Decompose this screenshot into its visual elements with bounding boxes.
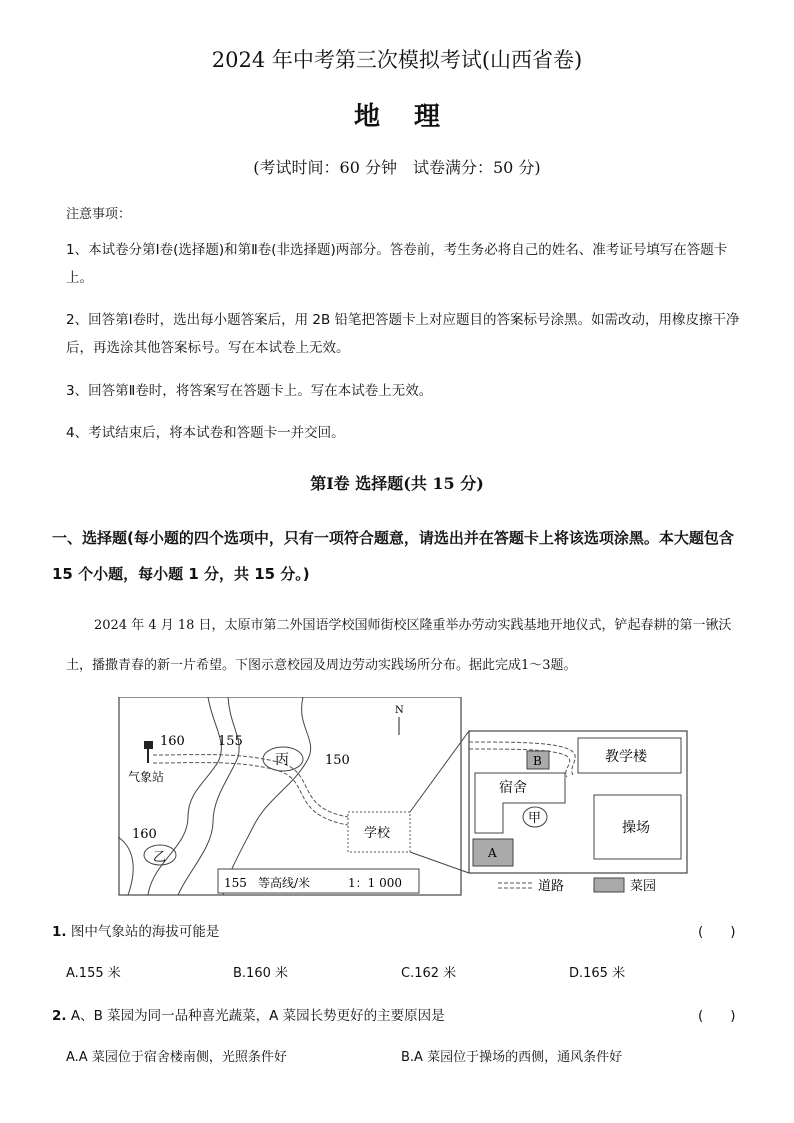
- question-2-option-b: B.A 菜园位于操场的西侧，通风条件好: [401, 1050, 623, 1065]
- question-1-number: 1.: [52, 924, 67, 940]
- part1-instruction: 一、选择题(每小题的四个选项中，只有一项符合题意，请选出并在答题卡上将该选项涂黑。本大题包含 15 个小题，每小题 1 分，共 15 分。): [52, 529, 734, 583]
- place-yi-label: 乙: [153, 850, 167, 865]
- garden-b-label: B: [533, 754, 542, 768]
- legend-contour-label: 等高线/米: [258, 876, 311, 890]
- legend-road-label: 道路: [538, 879, 565, 894]
- place-jia-label: 甲: [528, 811, 542, 826]
- note-item-4: 4、考试结束后，将本试卷和答题卡一并交回。: [66, 425, 345, 441]
- question-1-option-a: A.155 米: [66, 966, 121, 981]
- weather-station-label: 气象站: [128, 770, 165, 784]
- question-1: [52, 920, 219, 940]
- question-2-option-a: A.A 菜园位于宿舍楼南侧，光照条件好: [66, 1050, 287, 1065]
- note-item-2: 2、回答第Ⅰ卷时，选出每小题答案后，用 2B 铅笔把答题卡上对应题目的答案标号涂黑。如需改动，用橡皮擦干净后，再选涂其他答案标号。写在本试卷上无效。: [66, 312, 740, 356]
- playground-label: 操场: [622, 820, 650, 836]
- notes-heading: 注意事项：: [66, 207, 132, 222]
- question-1-option-d: D.165 米: [569, 966, 626, 981]
- intro-text-a: 2024 年 4 月 18 日，太原市第二外国语学校国师街校区隆重举办劳动实践基地开地仪式，铲起春耕的第一锹沃土，播撒青春的新一片希望。下图示意校园及周边劳动实践场所分布: [66, 618, 732, 673]
- contour-label-160-bottom: 160: [132, 827, 157, 842]
- note-item-3: 3、回答第Ⅱ卷时，将答案写在答题卡上。写在本试卷上无效。: [66, 383, 433, 399]
- question-2: [52, 1004, 445, 1024]
- legend-garden-label: 菜园: [630, 879, 657, 894]
- place-bing-label: 丙: [275, 752, 289, 768]
- teaching-building-label: 教学楼: [605, 749, 647, 765]
- question-1-stem: 图中气象站的海拔可能是: [70, 924, 220, 940]
- question-1-option-b: B.160 米: [233, 966, 288, 981]
- question-1-answer-paren: ( ): [698, 924, 736, 940]
- legend-garden-swatch: [594, 878, 624, 892]
- contour-label-150: 150: [325, 753, 350, 768]
- garden-a-label: A: [488, 846, 497, 860]
- contour-label-160-top: 160: [160, 734, 185, 749]
- question-1-option-c: C.162 米: [401, 966, 457, 981]
- exam-title: 2024 年中考第三次模拟考试(山西省卷): [211, 48, 583, 72]
- contour-label-155: 155: [218, 734, 243, 749]
- question-2-stem: A、B 菜园为同一品种喜光蔬菜，A 菜园长势更好的主要原因是: [70, 1008, 445, 1024]
- north-label: N: [395, 705, 404, 716]
- exam-time-info: (考试时间：60 分钟 试卷满分：50 分): [253, 158, 541, 177]
- weather-station-icon: [144, 741, 153, 749]
- note-item-1: 1、本试卷分第Ⅰ卷(选择题)和第Ⅱ卷(非选择题)两部分。答卷前，考生务必将自己的姓名、准考证号填写在答题卡上。: [66, 242, 728, 286]
- question-2-answer-paren: ( ): [698, 1008, 736, 1024]
- section-title: 第Ⅰ卷 选择题(共 15 分): [310, 474, 484, 493]
- campus-map-figure: [118, 697, 688, 897]
- topo-map-panel: [119, 697, 461, 895]
- legend-contour-value: 155: [224, 876, 247, 890]
- map-scale: 1：1 000: [348, 876, 402, 890]
- intro-text-b: 。据此完成1～3题。: [456, 658, 577, 673]
- school-label: 学校: [364, 826, 391, 841]
- dormitory-label: 宿舍: [499, 780, 527, 796]
- subject-title: 地理: [353, 102, 474, 132]
- question-intro: [66, 606, 756, 686]
- question-2-number: 2.: [52, 1008, 67, 1024]
